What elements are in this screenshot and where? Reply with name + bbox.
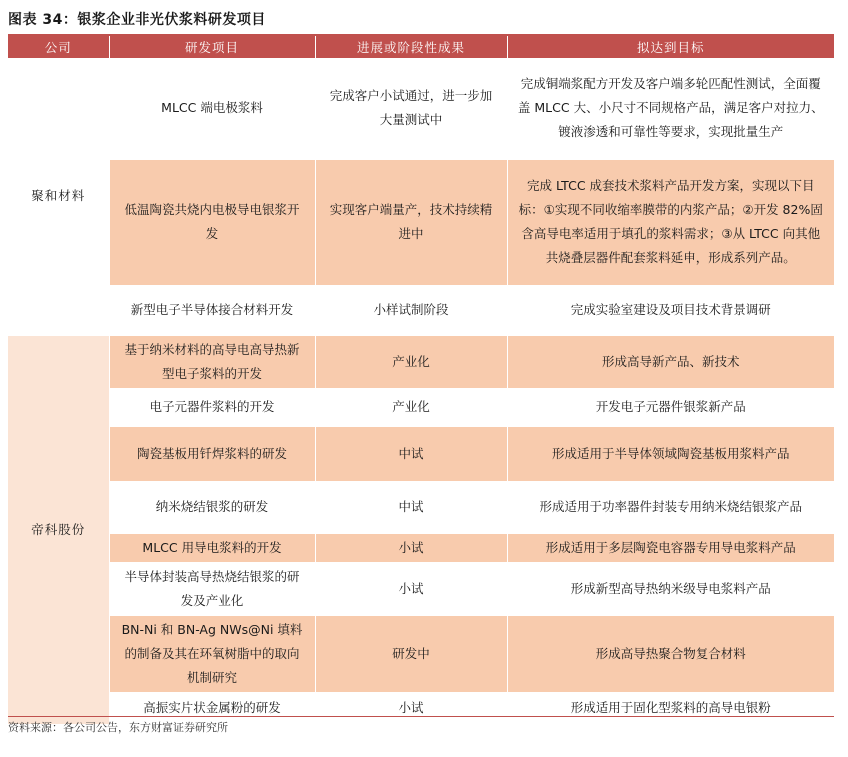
project-cell: 半导体封装高导热烧结银浆的研发及产业化	[109, 562, 315, 615]
goal-cell: 形成高导新产品、新技术	[507, 335, 834, 388]
table-row	[8, 615, 834, 692]
company-cell: 帝科股份	[8, 335, 109, 724]
goal-cell: 完成铜端浆配方开发及客户端多轮匹配性测试，全面覆盖 MLCC 大、小尺寸不同规格产品，满足客户对拉力、镀液渗透和可靠性等要求，实现批量生产	[507, 58, 834, 159]
table-row	[8, 159, 834, 285]
goal-cell: 完成实验室建设及项目技术背景调研	[507, 285, 834, 335]
progress-cell: 小试	[315, 692, 507, 724]
project-cell: 高振实片状金属粉的研发	[109, 692, 315, 724]
progress-cell: 产业化	[315, 388, 507, 426]
project-cell: MLCC 用导电浆料的开发	[109, 533, 315, 562]
progress-cell: 中试	[315, 426, 507, 481]
progress-cell: 实现客户端量产，技术持续精进中	[315, 159, 507, 285]
goal-cell: 形成新型高导热纳米级导电浆料产品	[507, 562, 834, 615]
project-cell: 基于纳米材料的高导电高导热新型电子浆料的开发	[109, 335, 315, 388]
goal-cell: 形成适用于固化型浆料的高导电银粉	[507, 692, 834, 724]
header-project: 研发项目	[109, 36, 315, 58]
goal-cell: 形成适用于功率器件封装专用纳米烧结银浆产品	[507, 481, 834, 533]
progress-cell: 产业化	[315, 335, 507, 388]
project-cell: 纳米烧结银浆的研发	[109, 481, 315, 533]
company-cell: 聚和材料	[8, 58, 109, 335]
project-cell: 新型电子半导体接合材料开发	[109, 285, 315, 335]
table-row	[8, 335, 834, 388]
table-row	[8, 562, 834, 615]
table-bottom-divider	[8, 716, 834, 717]
project-cell: 电子元器件浆料的开发	[109, 388, 315, 426]
project-cell: MLCC 端电极浆料	[109, 58, 315, 159]
progress-cell: 完成客户小试通过，进一步加大量测试中	[315, 58, 507, 159]
project-cell: BN-Ni 和 BN-Ag NWs@Ni 填料的制备及其在环氧树脂中的取向机制研究	[109, 615, 315, 692]
header-progress: 进展或阶段性成果	[315, 36, 507, 58]
project-cell: 陶瓷基板用钎焊浆料的研发	[109, 426, 315, 481]
table-row	[8, 58, 834, 159]
table-row	[8, 388, 834, 426]
table-row	[8, 285, 834, 335]
progress-cell: 小试	[315, 533, 507, 562]
table-row	[8, 481, 834, 533]
header-goal: 拟达到目标	[507, 36, 834, 58]
rd-projects-table	[8, 36, 834, 725]
goal-cell: 开发电子元器件银浆新产品	[507, 388, 834, 426]
project-cell: 低温陶瓷共烧内电极导电银浆开发	[109, 159, 315, 285]
progress-cell: 研发中	[315, 615, 507, 692]
goal-cell: 形成适用于半导体领域陶瓷基板用浆料产品	[507, 426, 834, 481]
table-header-row	[8, 36, 834, 58]
progress-cell: 小样试制阶段	[315, 285, 507, 335]
figure-title: 图表 34：银浆企业非光伏浆料研发项目	[8, 12, 266, 28]
progress-cell: 中试	[315, 481, 507, 533]
header-company: 公司	[8, 36, 109, 58]
goal-cell: 形成适用于多层陶瓷电容器专用导电浆料产品	[507, 533, 834, 562]
goal-cell: 完成 LTCC 成套技术浆料产品开发方案，实现以下目标：①实现不同收缩率膜带的内浆产品；②开发 82%固含高导电率适用于填孔的浆料需求；③从 LTCC 向其他共烧叠层器件配套浆料延申，形成系列产品。	[507, 159, 834, 285]
table-row	[8, 533, 834, 562]
source-note: 资料来源：各公司公告，东方财富证券研究所	[8, 721, 228, 734]
progress-cell: 小试	[315, 562, 507, 615]
table-row	[8, 426, 834, 481]
goal-cell: 形成高导热聚合物复合材料	[507, 615, 834, 692]
